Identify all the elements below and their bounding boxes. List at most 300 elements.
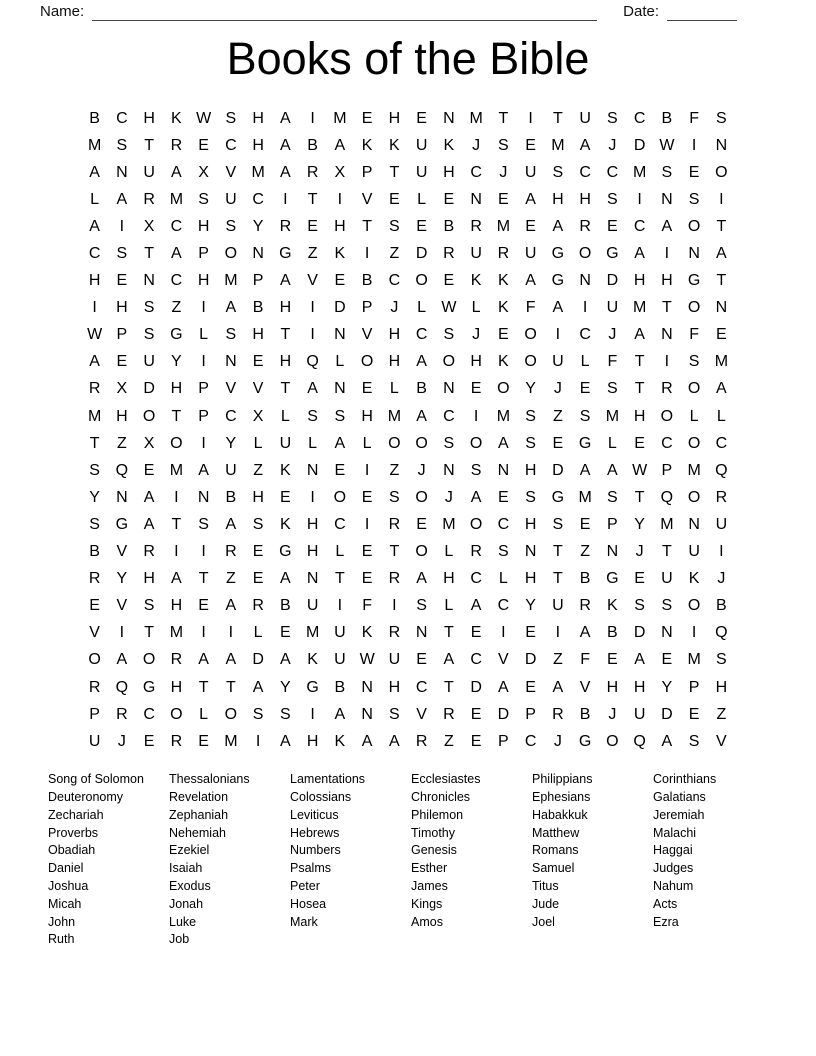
grid-cell: E [280,488,291,506]
grid-cell: V [225,380,237,398]
grid-cell: R [170,651,183,669]
grid-cell: R [88,380,101,398]
grid-cell: J [553,732,562,750]
grid-cell: E [579,380,591,398]
grid-cell: O [388,434,401,452]
grid-cell: V [361,190,373,208]
grid-cell: H [279,299,292,317]
grid-cell: E [143,461,155,479]
grid-cell: T [280,326,291,344]
grid-cell: E [307,217,318,235]
grid-cell: T [198,570,209,588]
grid-cell: H [524,515,537,533]
grid-cell: M [687,461,701,479]
grid-cell: P [89,705,100,723]
grid-cell: W [196,109,212,127]
grid-cell: R [552,705,564,723]
grid-cell: T [634,380,645,398]
word-list-column [653,771,774,931]
grid-cell: C [470,651,482,669]
word-list-item: Jude [532,896,560,911]
grid-cell: I [310,488,315,506]
grid-cell: M [687,651,701,669]
grid-cell: A [198,651,209,669]
grid-cell: B [334,678,346,696]
grid-cell: O [224,705,238,723]
grid-cell: K [280,461,291,479]
grid-cell: N [443,380,455,398]
grid-cell: Q [633,732,646,750]
grid-cell: S [443,326,455,344]
grid-cell: U [143,353,155,371]
grid-cell: T [389,543,400,561]
grid-cell: S [634,597,645,615]
grid-cell: A [280,163,291,181]
grid-cell: J [608,705,617,723]
grid-cell: M [169,624,184,642]
grid-cell: C [170,217,183,235]
grid-cell: N [470,190,482,208]
grid-cell: H [252,136,264,154]
grid-cell: Z [552,651,563,669]
grid-cell: S [252,705,264,723]
grid-cell: H [116,299,128,317]
grid-cell: E [361,488,373,506]
grid-cell: I [364,245,370,263]
name-label: Name: [40,3,85,20]
letter-grid [81,105,735,755]
grid-cell: N [334,380,346,398]
grid-cell: A [552,299,564,317]
grid-cell: L [253,434,263,452]
grid-cell: O [606,732,619,750]
grid-cell: I [473,407,479,425]
grid-cell: R [715,488,728,506]
grid-cell: C [116,109,128,127]
grid-cell: U [633,705,646,723]
grid-cell: A [552,217,564,235]
grid-cell: C [579,163,591,181]
grid-cell: U [688,543,700,561]
grid-cell: D [552,461,564,479]
grid-cell: E [361,543,373,561]
grid-cell: C [334,515,346,533]
grid-cell: U [334,651,346,669]
grid-cell: A [280,651,291,669]
grid-cell: E [634,570,645,588]
grid-cell: A [716,245,727,263]
grid-cell: N [415,624,428,642]
grid-cell: H [143,570,155,588]
grid-cell: R [306,163,319,181]
grid-cell: B [579,570,591,588]
grid-cell: U [415,163,428,181]
grid-cell: T [552,570,563,588]
grid-cell: E [416,515,427,533]
grid-cell: J [499,163,508,181]
grid-cell: S [198,190,209,208]
grid-cell: X [334,163,346,181]
word-list-item: Zephaniah [169,807,229,822]
grid-cell: M [714,353,729,371]
grid-cell: I [283,190,288,208]
grid-cell: N [306,570,319,588]
grid-cell: C [170,272,183,290]
grid-cell: R [661,380,673,398]
grid-cell: K [280,515,291,533]
grid-cell: D [415,245,428,263]
grid-cell: T [307,190,318,208]
grid-cell: O [687,434,701,452]
grid-cell: A [116,190,128,208]
grid-cell: G [306,678,319,696]
grid-cell: H [388,353,401,371]
grid-cell: S [389,488,400,506]
word-list-item: Mark [290,914,318,929]
grid-cell: A [171,163,182,181]
grid-cell: F [362,597,373,615]
grid-cell: E [361,380,373,398]
grid-cell: L [689,407,699,425]
grid-cell: N [661,190,673,208]
grid-cell: N [116,488,128,506]
word-list-item: Hosea [290,896,327,911]
grid-cell: S [443,434,455,452]
grid-cell: J [444,488,453,506]
grid-cell: R [388,515,401,533]
grid-cell: Z [225,570,236,588]
grid-cell: G [551,272,565,290]
grid-cell: A [143,488,155,506]
grid-cell: B [89,109,100,127]
word-list-item: Deuteronomy [48,790,124,805]
grid-cell: A [579,136,591,154]
grid-cell: H [361,407,373,425]
grid-cell: V [361,326,373,344]
grid-cell: N [579,272,591,290]
grid-cell: S [607,109,618,127]
grid-cell: A [280,732,291,750]
grid-cell: O [687,299,701,317]
grid-cell: Y [525,380,536,398]
grid-cell: G [170,326,183,344]
grid-cell: T [144,624,155,642]
grid-cell: R [443,705,455,723]
grid-cell: G [578,434,592,452]
grid-cell: X [143,217,155,235]
grid-cell: C [252,190,264,208]
grid-cell: A [280,570,291,588]
grid-cell: I [201,543,206,561]
grid-cell: E [607,651,618,669]
grid-cell: L [308,434,318,452]
word-list-item: Philemon [411,807,464,822]
grid-cell: H [633,407,646,425]
word-list-item: Micah [48,896,82,911]
grid-cell: N [443,109,455,127]
grid-cell: C [633,109,646,127]
grid-cell: U [552,597,564,615]
grid-cell: O [170,705,183,723]
grid-cell: A [552,678,564,696]
grid-cell: E [252,353,264,371]
grid-cell: R [170,732,183,750]
word-list-item: Thessalonians [169,772,250,787]
grid-cell: O [524,353,537,371]
grid-cell: A [171,245,182,263]
grid-cell: E [198,136,209,154]
grid-cell: R [497,245,510,263]
grid-cell: M [87,407,102,425]
grid-cell: H [633,272,646,290]
grid-cell: S [225,217,237,235]
grid-cell: B [416,380,427,398]
word-list-item: Job [169,932,190,947]
grid-cell: I [201,353,206,371]
grid-cell: N [688,515,700,533]
grid-cell: I [310,109,315,127]
grid-cell: W [441,299,457,317]
grid-cell: S [280,705,291,723]
grid-cell: M [496,407,511,425]
grid-cell: G [115,515,129,533]
grid-cell: P [252,272,264,290]
grid-cell: Y [525,597,536,615]
word-list-item: Psalms [290,861,331,876]
grid-cell: N [116,163,128,181]
word-list-item: Kings [411,896,443,911]
grid-cell: A [143,515,155,533]
grid-cell: A [416,570,427,588]
grid-cell: I [174,488,179,506]
grid-cell: V [89,624,100,642]
grid-cell: A [470,597,482,615]
grid-cell: R [443,245,455,263]
grid-cell: J [117,732,126,750]
grid-cell: I [664,245,670,263]
grid-cell: T [443,624,454,642]
grid-cell: B [443,217,455,235]
grid-cell: I [337,190,343,208]
grid-cell: Q [306,353,319,371]
grid-cell: F [607,353,618,371]
grid-cell: G [279,245,292,263]
grid-cell: S [688,732,700,750]
grid-cell: U [552,353,564,371]
grid-cell: A [607,461,618,479]
grid-cell: C [633,217,646,235]
grid-cell: E [716,326,727,344]
grid-cell: S [198,515,209,533]
grid-cell: S [116,245,128,263]
grid-cell: K [307,651,318,669]
grid-cell: J [608,136,617,154]
word-list [0,771,816,949]
word-list-item: Amos [411,914,443,929]
grid-cell: V [716,732,727,750]
grid-cell: O [415,488,428,506]
grid-cell: V [579,678,591,696]
grid-cell: S [716,109,727,127]
grid-cell: I [364,461,370,479]
word-list-item: Haggai [653,843,693,858]
grid-cell: H [579,190,591,208]
grid-cell: B [607,624,618,642]
grid-cell: L [253,624,263,642]
word-list-item: Numbers [290,843,341,858]
grid-cell: U [225,190,237,208]
grid-cell: Z [552,407,563,425]
grid-cell: T [89,434,100,452]
grid-cell: C [715,434,728,452]
grid-cell: O [524,326,537,344]
grid-cell: H [524,570,537,588]
grid-cell: O [687,488,701,506]
grid-cell: T [634,353,645,371]
date-label: Date: [623,3,659,20]
grid-cell: C [225,407,237,425]
grid-cell: H [116,407,128,425]
grid-cell: R [388,624,401,642]
grid-cell: T [716,272,727,290]
grid-cell: L [335,353,345,371]
word-list-item: Ephesians [532,790,591,805]
grid-cell: A [661,217,673,235]
grid-cell: H [633,678,646,696]
word-list-item: Ezekiel [169,843,210,858]
grid-cell: H [306,732,319,750]
grid-cell: K [171,109,182,127]
grid-cell: C [225,136,237,154]
word-list-item: Ecclesiastes [411,772,481,787]
grid-cell: B [280,597,291,615]
grid-cell: L [498,570,508,588]
grid-cell: U [524,245,537,263]
grid-cell: E [280,624,291,642]
grid-cell: I [392,597,397,615]
grid-cell: S [252,515,264,533]
grid-cell: E [198,732,209,750]
grid-cell: K [470,272,482,290]
grid-cell: T [171,515,182,533]
word-list-item: Matthew [532,825,580,840]
grid-cell: C [497,597,510,615]
grid-cell: S [416,597,427,615]
grid-cell: I [719,543,724,561]
grid-cell: A [525,272,536,290]
grid-cell: T [144,245,155,263]
grid-cell: M [169,190,184,208]
grid-cell: S [688,190,700,208]
grid-cell: J [472,136,481,154]
grid-cell: T [280,380,291,398]
grid-cell: C [143,705,155,723]
grid-cell: D [661,705,673,723]
grid-cell: I [501,624,506,642]
grid-cell: D [470,678,482,696]
grid-cell: S [716,651,727,669]
grid-cell: S [307,407,318,425]
grid-cell: L [716,407,726,425]
grid-cell: G [142,678,156,696]
grid-cell: A [579,624,591,642]
grid-cell: N [306,461,319,479]
grid-cell: L [444,543,454,561]
grid-cell: E [661,651,673,669]
grid-cell: T [198,678,209,696]
grid-cell: H [170,380,183,398]
grid-cell: E [525,678,536,696]
grid-cell: Q [715,461,728,479]
grid-cell: M [333,109,347,127]
grid-cell: G [606,570,619,588]
word-list-item: Joel [532,914,555,929]
grid-cell: K [334,245,346,263]
grid-cell: I [119,624,125,642]
grid-cell: N [688,245,700,263]
grid-cell: H [388,326,401,344]
grid-cell: F [689,109,700,127]
grid-cell: M [169,461,184,479]
grid-cell: U [388,651,401,669]
grid-cell: C [415,678,428,696]
grid-cell: U [306,597,319,615]
grid-cell: E [470,732,482,750]
grid-cell: R [252,597,264,615]
grid-cell: C [579,326,591,344]
grid-cell: C [470,570,482,588]
grid-cell: A [716,380,727,398]
grid-cell: R [116,705,128,723]
grid-cell: R [415,732,428,750]
grid-cell: O [578,245,592,263]
grid-cell: Z [307,245,318,263]
grid-cell: I [119,217,125,235]
grid-cell: I [310,705,315,723]
grid-cell: A [498,434,509,452]
grid-cell: H [470,353,482,371]
grid-cell: L [607,434,617,452]
grid-cell: D [524,651,537,669]
grid-cell: A [116,651,128,669]
grid-cell: O [687,380,701,398]
grid-cell: V [116,597,128,615]
grid-cell: S [607,488,618,506]
grid-cell: Z [443,732,454,750]
grid-cell: W [359,651,375,669]
word-list-column [290,771,411,931]
word-list-item: Esther [411,861,448,876]
grid-cell: K [498,272,509,290]
grid-cell: N [715,299,728,317]
grid-cell: B [225,488,237,506]
grid-cell: S [525,434,536,452]
grid-cell: H [552,190,564,208]
grid-cell: S [498,136,509,154]
grid-cell: E [416,217,427,235]
grid-cell: N [661,624,673,642]
grid-cell: M [224,732,238,750]
grid-cell: T [443,678,454,696]
grid-cell: D [252,651,264,669]
word-list-item: Titus [532,879,559,894]
grid-cell: R [470,217,482,235]
grid-cell: G [687,272,701,290]
grid-cell: A [252,678,264,696]
grid-cell: S [470,461,482,479]
grid-cell: E [361,109,373,127]
word-list-item: Ruth [48,932,75,947]
